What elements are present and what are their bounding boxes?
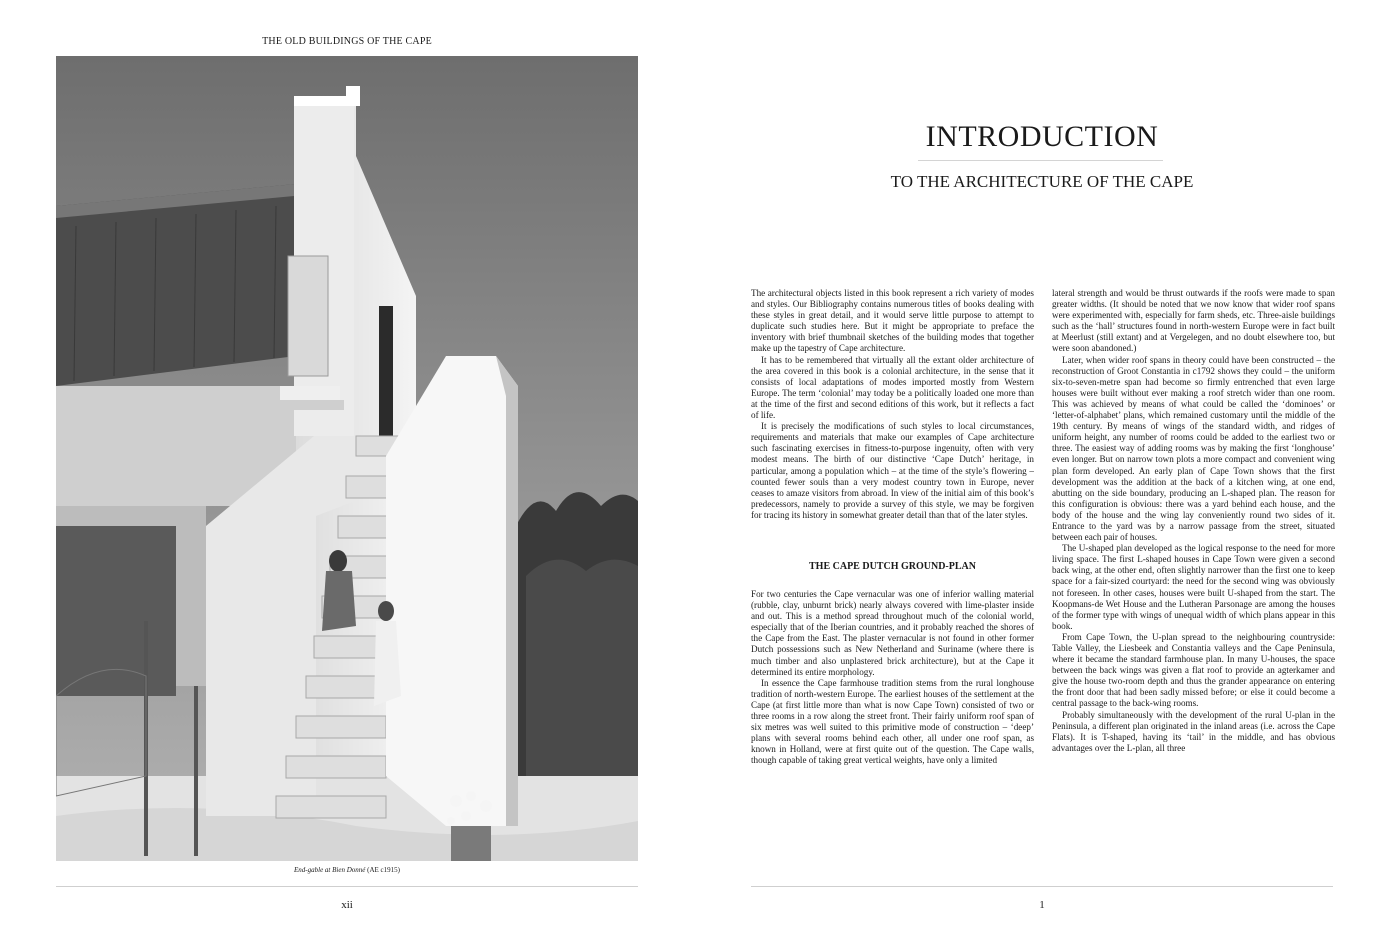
- right-page: [694, 0, 1389, 936]
- paragraph: For two centuries the Cape vernacular was one of inferior walling material (rubble, clay, unburnt brick) nearly always covered with lime-plaster inside and out. This is a method spread throughout much of the colonial world, especially that of the Iberian countries, and it probably reached the shores of the Cape from the East. The plaster vernacular is not found in other former Dutch possessions such as New Netherland and Suriname (where there is much timber and also unplastered brick architecture), but at the Cape it determined its entire morphology.: [751, 588, 1034, 677]
- caption-credit: (AE c1915): [367, 866, 400, 874]
- footer-rule: [751, 886, 1333, 887]
- paragraph: From Cape Town, the U-plan spread to the neighbouring countryside: Table Valley, the Liesbeek and Constantia valleys and the Cape Peninsula, where it became the standard farmhouse plan. In many U-houses, the space between the back wings was given a flat roof to provide an agterkamer and give the house two-room depth and thus the grander appearance on entering the front door that had been sadly missed before; or else it could become a central passage to the back-wing rooms.: [1052, 631, 1335, 709]
- running-head: THE OLD BUILDINGS OF THE CAPE: [262, 36, 432, 47]
- footer-rule: [56, 886, 638, 887]
- paragraph: lateral strength and would be thrust outwards if the roofs were made to span greater widths. (It should be noted that we now know that wider roof spans were experimented with, especially for farm sheds, etc. Three-aisle buildings such as the ‘hall’ structures found in north-western Europe were in fact built at Meerlust (still extant) and at Vergelegen, and no doubt elsewhere too, but were soon abandoned.): [1052, 288, 1335, 354]
- text-column-1: [751, 288, 1034, 766]
- paragraph: It is precisely the modifications of such styles to local circumstances, requirements and materials that make our examples of Cape architecture such fascinating exercises in fitness-to-purpose ingenuity, often with very modest means. The birth of our distinctive ‘Cape Dutch’ heritage, in particular, among a population which – at the time of the style’s flowering – counted fewer souls than a very modest country town in Europe, never ceases to amaze visitors from abroad. In view of the initial aim of this book’s predecessors, namely to provide a survey of this style, we may be forgiven for tracing its history in somewhat greater detail than that of the later styles.: [751, 421, 1034, 520]
- photo-caption: [56, 866, 638, 874]
- page-number: 1: [1039, 899, 1045, 911]
- paragraph: Later, when wider roof spans in theory could have been constructed – the reconstruction of Groot Constantia in c1792 shows they could – the uniform six-to-seven-metre span had become so firmly entrenched that even large houses were built without ever making a roof stretch wider than one room. This was achieved by means of what could be called the ‘dominoes’ or ‘letter-of-alphabet’ plans, which remained customary until the middle of the 19th century. By means of wings of the standard width, and ridges of uniform height, any number of rooms could be added to the earliest two or three. The easiest way of adding rooms was by making the first ‘longhouse’ even longer. But on narrow town plots a more compact and convenient wing plan form developed. An early plan of Cape Town shows that the first development was the addition at the back of a kitchen wing, at one end, abutting on the side boundary, producing an L-shaped plan. The reason for this configuration is obvious: there was a yard behind each house, and the body of the house and the wing lay conveniently round two sides of it. Entrance to the yard was by a narrow passage from the street, situated between each pair of houses.: [1052, 354, 1335, 543]
- page-number: xii: [341, 899, 353, 911]
- left-page: [0, 0, 694, 936]
- paragraph: In essence the Cape farmhouse tradition stems from the rural longhouse tradition of north-western Europe. The earliest houses of the settlement at the Cape (at first little more than what is now Cape Town) consisted of two or three rooms in a row along the street front. Their fairly uniform roof span of six metres was well suited to this primitive mode of construction – ‘deep’ plans with several rooms behind each other, all under one roof span, as known in Holland, were at first quite out of the question. The Cape walls, though capable of taking great vertical weights, have only a limited: [751, 677, 1034, 766]
- caption-title: End-gable at Bien Donné: [294, 866, 366, 874]
- chapter-title: INTRODUCTION: [925, 120, 1159, 153]
- paragraph: The U-shaped plan developed as the logical response to the need for more living space. The first L-shaped houses in Cape Town were given a second back wing, at the other end, often slightly narrower than the first one to keep space for a fair-sized courtyard: the need for the second wing was obviously not foreseen. In other cases, houses were built U-shaped from the start. The Koopmans-de Wet House and the Lutheran Parsonage are among the houses of the former type with wings of unequal width of which plans appear in this book.: [1052, 543, 1335, 631]
- paragraph: It has to be remembered that virtually all the extant older architecture of the area covered in this book is a colonial architecture, in the sense that it consists of local adaptations of modes imported mostly from Western Europe. The term ‘colonial’ may today be a politically loaded one more than at the time of the first and second editions of this work, but it reflects a fact of life.: [751, 354, 1034, 421]
- paragraph: The architectural objects listed in this book represent a rich variety of modes and styles. Our Bibliography contains numerous titles of books dealing with these styles in great detail, and it would serve little purpose to attempt to duplicate such studies here. But it might be appropriate to preface the inventory with brief thumbnail sketches of the building modes that together make up the tapestry of Cape architecture.: [751, 288, 1034, 354]
- gabled-farmhouse-photo: [56, 56, 638, 861]
- section-heading: THE CAPE DUTCH GROUND-PLAN: [809, 560, 976, 572]
- title-rule: [918, 160, 1163, 161]
- chapter-subtitle: TO THE ARCHITECTURE OF THE CAPE: [890, 172, 1194, 191]
- text-column-2: [1052, 288, 1335, 754]
- photo-illustration: [56, 56, 638, 861]
- paragraph: Probably simultaneously with the development of the rural U-plan in the Peninsula, a different plan originated in the inland areas (i.e. across the Cape Flats). It is T-shaped, having its ‘tail’ in the middle, and has obvious advantages over the L-plan, all three: [1052, 709, 1335, 753]
